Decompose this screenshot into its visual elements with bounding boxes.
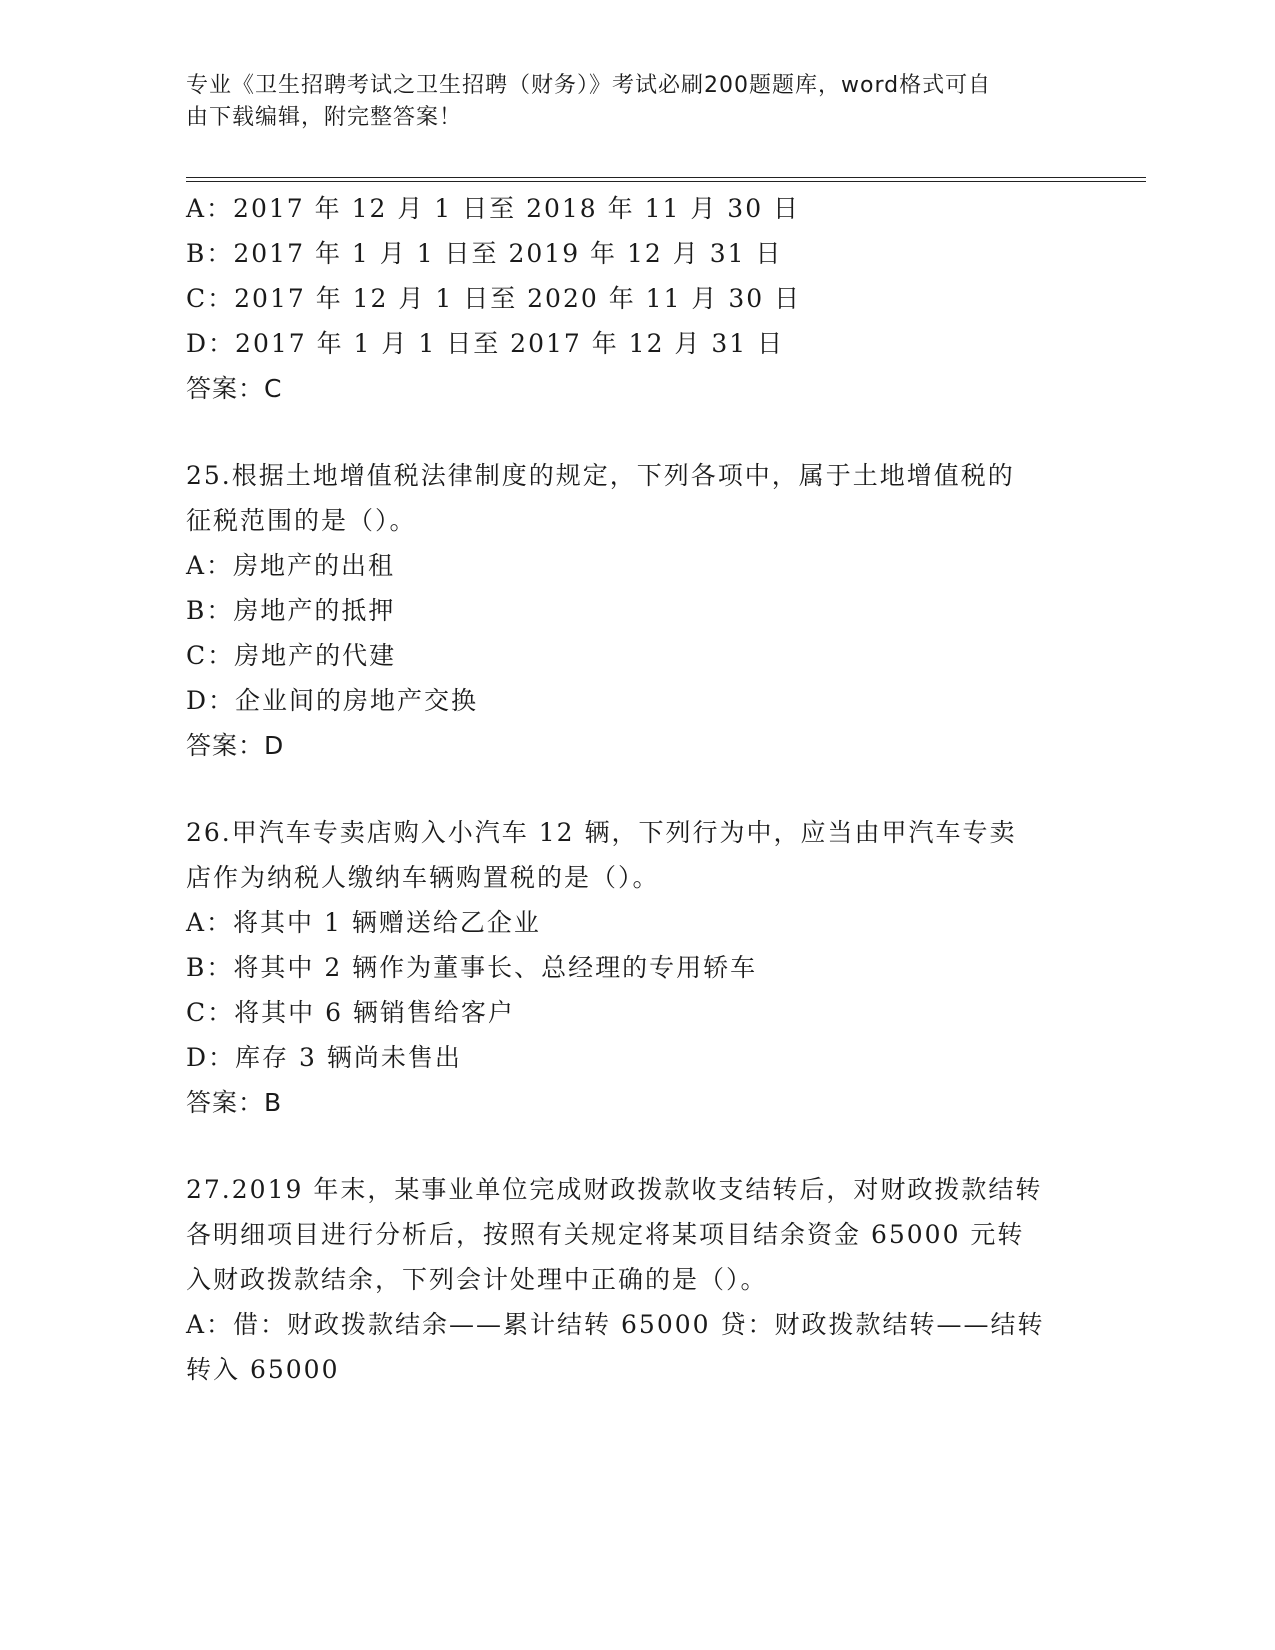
answer: 答案：D xyxy=(186,731,285,760)
option-d: D：2017 年 1 月 1 日至 2017 年 12 月 31 日 xyxy=(186,329,785,358)
document-header xyxy=(186,70,1066,134)
question-24 xyxy=(186,186,1086,411)
header-line-1: 专业《卫生招聘考试之卫生招聘（财务）》考试必刷200题题库，word格式可自 xyxy=(186,73,992,98)
header-line-2: 由下载编辑，附完整答案！ xyxy=(186,105,463,130)
question-26 xyxy=(186,810,1086,1125)
question-stem: 入财政拨款结余，下列会计处理中正确的是（）。 xyxy=(186,1265,768,1294)
option-c: C：房地产的代建 xyxy=(186,641,397,670)
option-c: C：2017 年 12 月 1 日至 2020 年 11 月 30 日 xyxy=(186,284,802,313)
option-c: C：将其中 6 辆销售给客户 xyxy=(186,998,515,1027)
answer: 答案：B xyxy=(186,1088,283,1117)
option-b: B：房地产的抵押 xyxy=(186,596,396,625)
option-a-continued: 转入 65000 xyxy=(186,1355,340,1384)
option-a: A：借：财政拨款结余——累计结转 65000 贷：财政拨款结转——结转 xyxy=(186,1310,1045,1339)
header-rule-bottom xyxy=(186,181,1146,182)
question-stem: 各明细项目进行分析后，按照有关规定将某项目结余资金 65000 元转 xyxy=(186,1220,1025,1249)
question-stem: 征税范围的是（）。 xyxy=(186,506,417,535)
option-d: D：库存 3 辆尚未售出 xyxy=(186,1043,462,1072)
question-stem: 25.根据土地增值税法律制度的规定，下列各项中，属于土地增值税的 xyxy=(186,461,1015,490)
question-27 xyxy=(186,1167,1086,1392)
option-a: A：将其中 1 辆赠送给乙企业 xyxy=(186,908,541,937)
question-stem: 店作为纳税人缴纳车辆购置税的是（）。 xyxy=(186,863,660,892)
option-a: A：房地产的出租 xyxy=(186,551,396,580)
option-b: B：将其中 2 辆作为董事长、总经理的专用轿车 xyxy=(186,953,758,982)
question-stem: 27.2019 年末，某事业单位完成财政拨款收支结转后，对财政拨款结转 xyxy=(186,1175,1043,1204)
option-a: A：2017 年 12 月 1 日至 2018 年 11 月 30 日 xyxy=(186,194,801,223)
option-b: B：2017 年 1 月 1 日至 2019 年 12 月 31 日 xyxy=(186,239,783,268)
question-list xyxy=(186,186,1086,1392)
option-d: D：企业间的房地产交换 xyxy=(186,686,479,715)
header-rule-top xyxy=(186,177,1146,178)
question-stem: 26.甲汽车专卖店购入小汽车 12 辆，下列行为中，应当由甲汽车专卖 xyxy=(186,818,1017,847)
answer: 答案：C xyxy=(186,374,283,403)
question-25 xyxy=(186,453,1086,768)
